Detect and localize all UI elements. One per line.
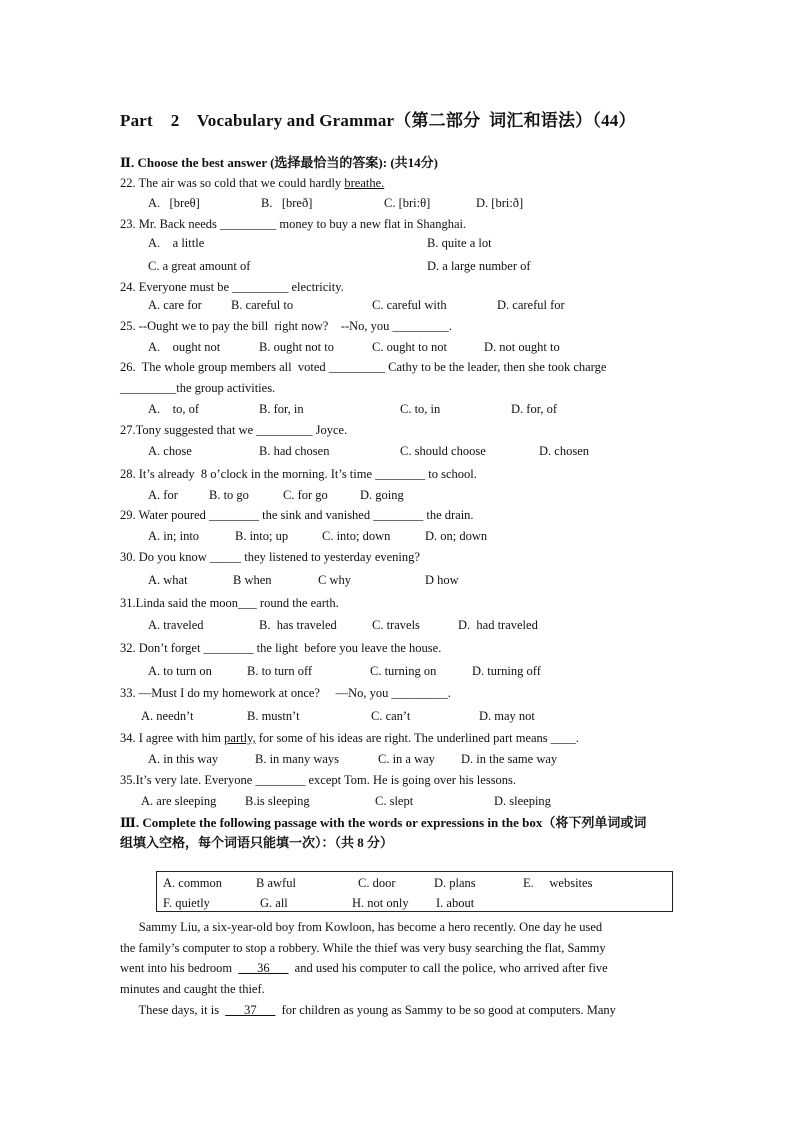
question-26: 26. The whole group members all voted _________ Cathy to be the leader, then she took charge xyxy=(120,360,607,374)
q32-option-a: A. to turn on xyxy=(148,664,212,678)
q34-option-b: B. in many ways xyxy=(255,752,340,766)
word-box-b: B awful xyxy=(256,876,296,890)
word-box-h: H. not only xyxy=(352,896,409,910)
q33-option-a: A. needn’t xyxy=(141,709,194,723)
q34-option-c: C. in a way xyxy=(378,752,435,766)
q27-option-c: C. should choose xyxy=(400,444,486,458)
word-box-g: G. all xyxy=(260,896,288,910)
q23-option-d: D. a large number of xyxy=(427,259,531,273)
q30-option-c: C why xyxy=(318,573,351,587)
q22-option-b: B. [breð] xyxy=(261,196,313,210)
q24-option-b: B. careful to xyxy=(231,298,294,312)
q23-option-a: A. a little xyxy=(148,236,205,250)
question-22 xyxy=(120,175,384,191)
question-33: 33. —Must I do my homework at once? —No, you _________. xyxy=(120,686,451,700)
q35-option-c: C. slept xyxy=(375,794,414,808)
blank-37: ___37___ xyxy=(225,1003,276,1017)
word-box-d: D. plans xyxy=(434,876,476,890)
q32-option-c: C. turning on xyxy=(370,664,437,678)
q24-option-a: A. care for xyxy=(148,298,202,312)
question-26-cont: _________the group activities. xyxy=(120,381,276,395)
word-box-i: I. about xyxy=(436,896,475,910)
q33-option-b: B. mustn’t xyxy=(247,709,300,723)
q28-option-d: D. going xyxy=(360,488,404,502)
section-2-heading: Ⅱ. Choose the best answer (选择最恰当的答案): (共14分) xyxy=(120,155,438,170)
q30-option-a: A. what xyxy=(148,573,188,587)
q26-option-b: B. for, in xyxy=(259,402,304,416)
question-23: 23. Mr. Back needs _________ money to buy a new flat in Shanghai. xyxy=(120,217,467,231)
q23-option-b: B. quite a lot xyxy=(427,236,492,250)
q25-option-d: D. not ought to xyxy=(484,340,560,354)
q31-option-a: A. traveled xyxy=(148,618,204,632)
question-28: 28. It’s already 8 o’clock in the morning. It’s time ________ to school. xyxy=(120,467,477,481)
q26-option-c: C. to, in xyxy=(400,402,441,416)
q31-option-b: B. has traveled xyxy=(259,618,337,632)
q28-option-a: A. for xyxy=(148,488,178,502)
q27-option-d: D. chosen xyxy=(539,444,589,458)
question-24: 24. Everyone must be _________ electricity. xyxy=(120,280,344,294)
q22-underlined-word: breathe. xyxy=(344,176,385,190)
passage-line-3 xyxy=(120,960,675,976)
passage-line-5 xyxy=(120,1002,675,1018)
section-3-heading: Ⅲ. Complete the following passage with the words or expressions in the box（将下列单词或词 xyxy=(120,815,647,830)
q35-option-a: A. are sleeping xyxy=(141,794,217,808)
q27-option-b: B. had chosen xyxy=(259,444,330,458)
q26-option-d: D. for, of xyxy=(511,402,558,416)
passage-line-3-start: went into his bedroom xyxy=(120,961,239,975)
q31-option-c: C. travels xyxy=(372,618,420,632)
question-25: 25. --Ought we to pay the bill right now? --No, you _________. xyxy=(120,319,452,333)
q22-option-d: D. [bri:ð] xyxy=(476,196,524,210)
question-32: 32. Don’t forget ________ the light before you leave the house. xyxy=(120,641,442,655)
q25-option-c: C. ought to not xyxy=(372,340,448,354)
blank-36: ___36___ xyxy=(238,961,289,975)
question-31: 31.Linda said the moon___ round the earth. xyxy=(120,596,339,610)
q27-option-a: A. chose xyxy=(148,444,192,458)
q34-option-a: A. in this way xyxy=(148,752,219,766)
word-box-f: F. quietly xyxy=(163,896,210,910)
q31-option-d: D. had traveled xyxy=(458,618,538,632)
section-3-heading-cont: 组填入空格，每个词语只能填一次）：（共 8 分） xyxy=(120,835,394,850)
q30-option-d: D how xyxy=(425,573,459,587)
passage-line-1: Sammy Liu, a six-year-old boy from Kowloon, has become a hero recently. One day he used xyxy=(120,920,603,934)
q22-option-c: C. [bri:θ] xyxy=(384,196,431,210)
q25-option-b: B. ought not to xyxy=(259,340,335,354)
word-box-c: C. door xyxy=(358,876,396,890)
passage-line-2: the family’s computer to stop a robbery. While the thief was very busy searching the flat, Sammy xyxy=(120,941,606,955)
question-27: 27.Tony suggested that we _________ Joyce. xyxy=(120,423,348,437)
q30-option-b: B when xyxy=(233,573,272,587)
q34-stem: 34. I agree with him xyxy=(120,731,225,745)
q29-option-a: A. in; into xyxy=(148,529,200,543)
q32-option-d: D. turning off xyxy=(472,664,541,678)
passage-line-5-start: These days, it is xyxy=(120,1003,226,1017)
q26-option-a: A. to, of xyxy=(148,402,200,416)
q34-underlined-word: partly, xyxy=(224,731,256,745)
q24-option-c: C. careful with xyxy=(372,298,447,312)
question-30: 30. Do you know _____ they listened to yesterday evening? xyxy=(120,550,420,564)
q25-option-a: A. ought not xyxy=(148,340,221,354)
passage-line-4: minutes and caught the thief. xyxy=(120,982,265,996)
q32-option-b: B. to turn off xyxy=(247,664,313,678)
question-34 xyxy=(120,730,579,746)
q33-option-c: C. can’t xyxy=(371,709,411,723)
q28-option-c: C. for go xyxy=(283,488,328,502)
q34-option-d: D. in the same way xyxy=(461,752,558,766)
q33-option-d: D. may not xyxy=(479,709,535,723)
q29-option-d: D. on; down xyxy=(425,529,488,543)
q35-option-d: D. sleeping xyxy=(494,794,551,808)
q29-option-c: C. into; down xyxy=(322,529,391,543)
q24-option-d: D. careful for xyxy=(497,298,565,312)
q22-option-a: A. [breθ] xyxy=(148,196,200,210)
q34-stem-end: for some of his ideas are right. The underlined part means ____. xyxy=(255,731,579,745)
q28-option-b: B. to go xyxy=(209,488,249,502)
q23-option-c: C. a great amount of xyxy=(148,259,251,273)
word-box-a: A. common xyxy=(163,876,223,890)
q35-option-b: B.is sleeping xyxy=(245,794,310,808)
question-29: 29. Water poured ________ the sink and vanished ________ the drain. xyxy=(120,508,474,522)
word-box xyxy=(156,871,673,912)
passage-line-3-end: and used his computer to call the police, who arrived after five xyxy=(288,961,608,975)
page-title: Part 2 Vocabulary and Grammar（第二部分 词汇和语法）（44） xyxy=(120,111,636,130)
q29-option-b: B. into; up xyxy=(235,529,289,543)
word-box-e: E. websites xyxy=(523,876,593,890)
q22-stem: 22. The air was so cold that we could hardly xyxy=(120,176,345,190)
passage-line-5-end: for children as young as Sammy to be so good at computers. Many xyxy=(275,1003,616,1017)
question-35: 35.It’s very late. Everyone ________ except Tom. He is going over his lessons. xyxy=(120,773,517,787)
